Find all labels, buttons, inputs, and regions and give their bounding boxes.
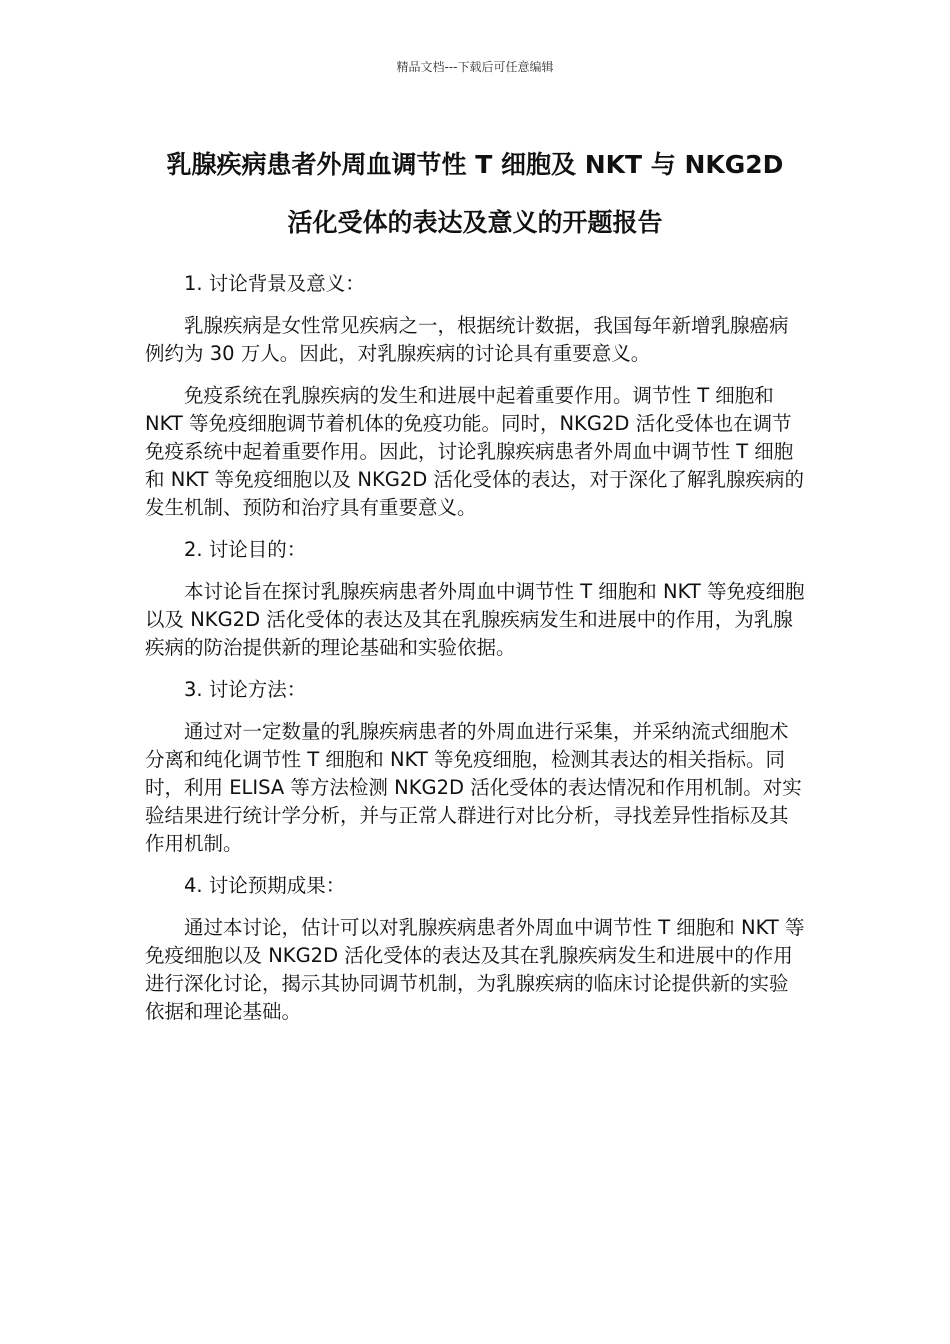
header-note: 精品文档---下载后可任意编辑 [396, 60, 554, 74]
paragraph: 本讨论旨在探讨乳腺疾病患者外周血中调节性 T 细胞和 NKT 等免疫细胞以及 NKG2D 活化受体的表达及其在乳腺疾病发生和进展中的作用，为乳腺疾病的防治提供新的理论基础和实验依据。 [145, 580, 805, 659]
paragraph: 免疫系统在乳腺疾病的发生和进展中起着重要作用。调节性 T 细胞和 NKT 等免疫细胞调节着机体的免疫功能。同时，NKG2D 活化受体也在调节免疫系统中起着重要作用。因此，讨论乳腺疾病患者外周血中调节性 T 细胞和 NKT 等免疫细胞以及 NKG2D 活化受体的表达，对于深化了解乳腺疾病的发生机制、预防和治疗具有重要意义。 [145, 384, 804, 519]
title-line-1: 乳腺疾病患者外周血调节性 T 细胞及 NKT 与 NKG2D [166, 150, 784, 179]
document-title [120, 136, 830, 252]
section-heading: 2. 讨论目的： [184, 538, 307, 561]
section-purpose [145, 536, 805, 662]
document-body [145, 270, 805, 1040]
section-expected-results [145, 872, 805, 1026]
section-background [145, 270, 805, 522]
section-heading: 1. 讨论背景及意义： [184, 272, 365, 295]
section-methods [145, 676, 805, 858]
paragraph: 乳腺疾病是女性常见疾病之一，根据统计数据，我国每年新增乳腺癌病例约为 30 万人。因此，对乳腺疾病的讨论具有重要意义。 [145, 314, 789, 365]
paragraph: 通过对一定数量的乳腺疾病患者的外周血进行采集，并采纳流式细胞术分离和纯化调节性 T 细胞和 NKT 等免疫细胞，检测其表达的相关指标。同时，利用 ELISA 等方法检测 NKG2D 活化受体的表达情况和作用机制。对实验结果进行统计学分析，并与正常人群进行对比分析，寻找差异性指标及其作用机制。 [145, 720, 802, 855]
section-heading: 4. 讨论预期成果： [184, 874, 346, 897]
paragraph: 通过本讨论，估计可以对乳腺疾病患者外周血中调节性 T 细胞和 NKT 等免疫细胞以及 NKG2D 活化受体的表达及其在乳腺疾病发生和进展中的作用进行深化讨论，揭示其协同调节机制，为乳腺疾病的临床讨论提供新的实验依据和理论基础。 [145, 916, 805, 1023]
section-heading: 3. 讨论方法： [184, 678, 307, 701]
title-line-2: 活化受体的表达及意义的开题报告 [287, 208, 663, 237]
